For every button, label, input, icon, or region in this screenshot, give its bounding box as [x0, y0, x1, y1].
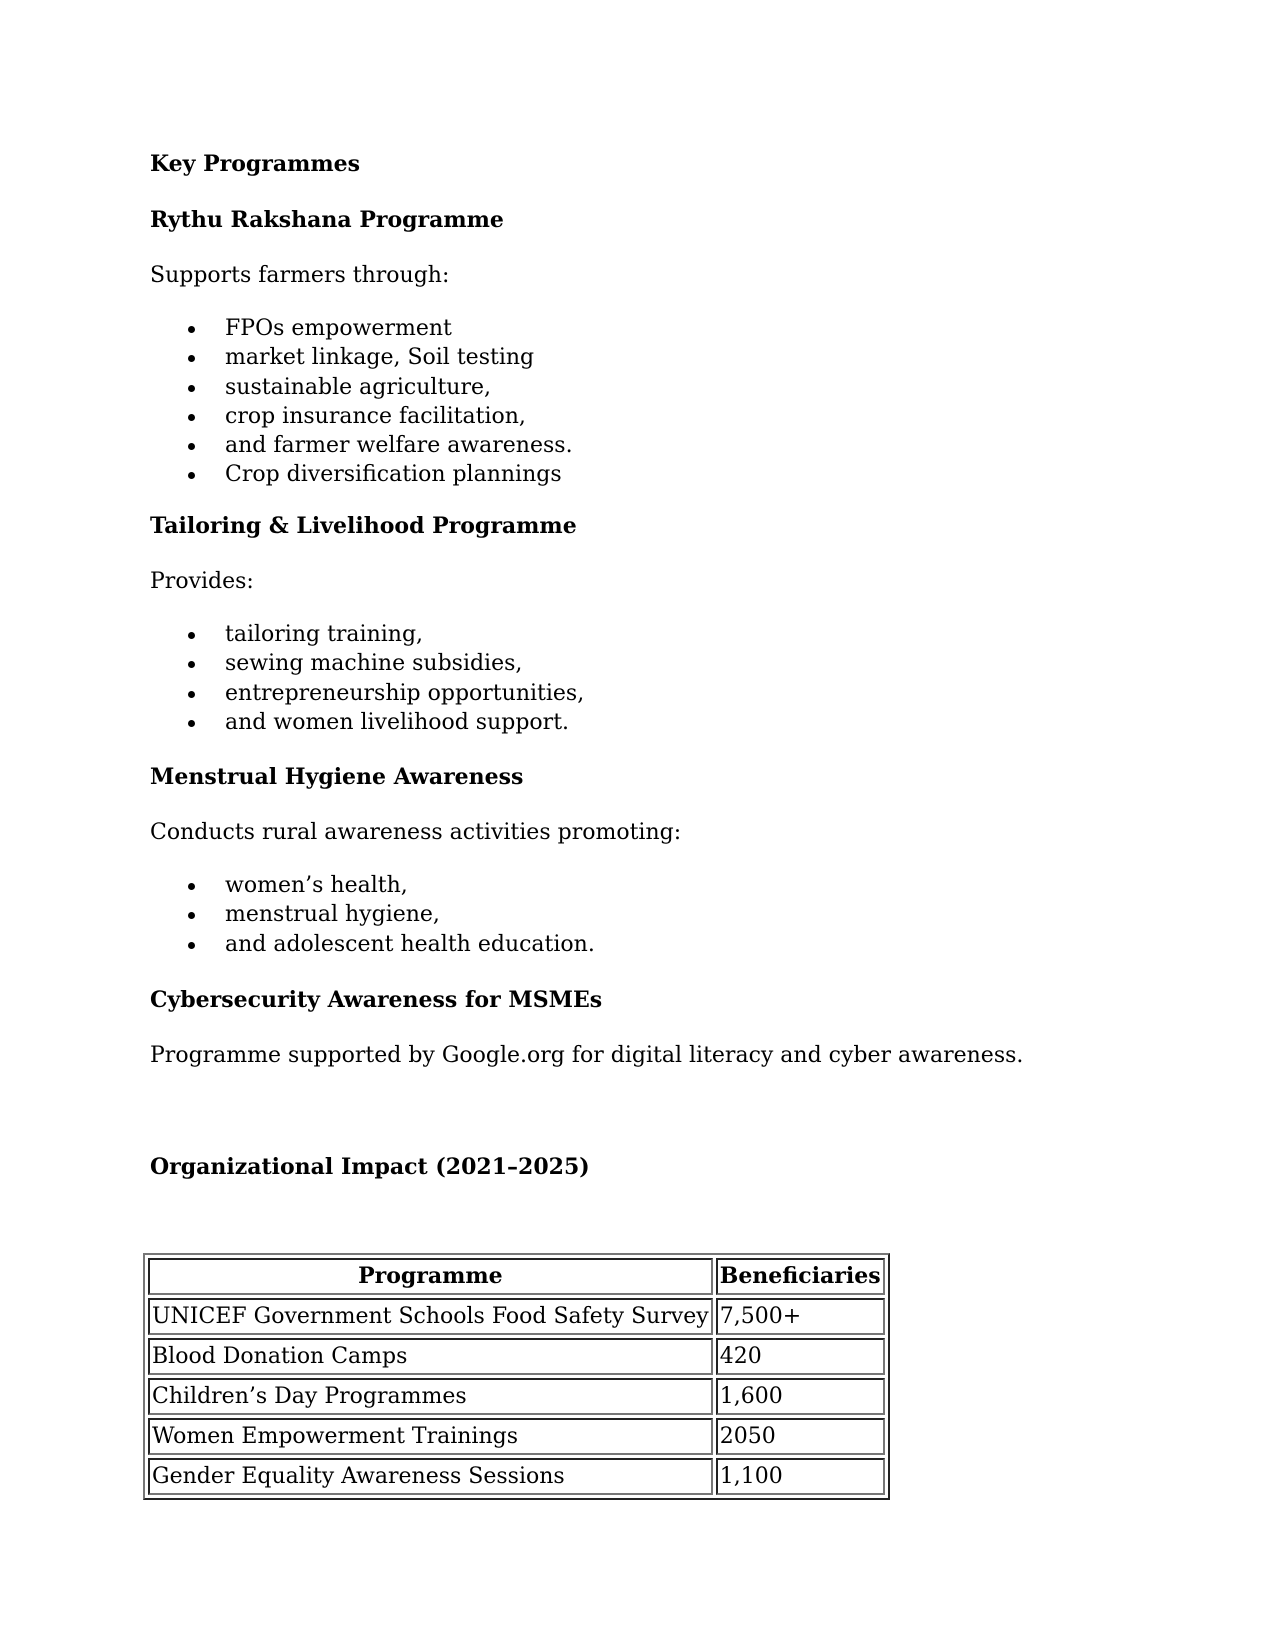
list-item: crop insurance facilitation,: [150, 402, 573, 431]
programme-cell: Gender Equality Awareness Sessions: [148, 1458, 713, 1495]
impact-table: [143, 1253, 890, 1500]
table-header-row: [148, 1258, 885, 1295]
bullet-icon: [188, 942, 195, 949]
table-row: [148, 1458, 885, 1495]
list-item: sewing machine subsidies,: [150, 649, 584, 678]
tailoring-intro: Provides:: [150, 569, 254, 594]
bullet-icon: [188, 661, 195, 668]
list-item: women’s health,: [150, 871, 595, 900]
list-item: market linkage, Soil testing: [150, 343, 573, 372]
beneficiaries-cell: 1,100: [716, 1458, 885, 1495]
programme-cell: Women Empowerment Trainings: [148, 1418, 713, 1455]
list-item: and farmer welfare awareness.: [150, 431, 573, 460]
beneficiaries-cell: 7,500+: [716, 1298, 885, 1335]
rythu-rakshana-heading: Rythu Rakshana Programme: [150, 207, 504, 233]
list-item: sustainable agriculture,: [150, 373, 573, 402]
table-row: [148, 1338, 885, 1375]
menstrual-hygiene-heading: Menstrual Hygiene Awareness: [150, 764, 524, 790]
column-header-programme: Programme: [148, 1258, 713, 1295]
table-row: [148, 1418, 885, 1455]
bullet-icon: [188, 355, 195, 362]
column-header-beneficiaries: Beneficiaries: [716, 1258, 885, 1295]
bullet-icon: [188, 472, 195, 479]
beneficiaries-cell: 1,600: [716, 1378, 885, 1415]
list-item: and women livelihood support.: [150, 708, 584, 737]
bullet-icon: [188, 720, 195, 727]
bullet-icon: [188, 883, 195, 890]
impact-heading: Organizational Impact (2021–2025): [150, 1154, 590, 1180]
key-programmes-heading: Key Programmes: [150, 151, 361, 177]
bullet-icon: [188, 691, 195, 698]
bullet-icon: [188, 326, 195, 333]
list-item: Crop diversification plannings: [150, 460, 573, 489]
bullet-icon: [188, 632, 195, 639]
bullet-icon: [188, 385, 195, 392]
programme-cell: Children’s Day Programmes: [148, 1378, 713, 1415]
table-row: [148, 1298, 885, 1335]
list-item: entrepreneurship opportunities,: [150, 679, 584, 708]
cybersecurity-text: Programme supported by Google.org for digital literacy and cyber awareness.: [150, 1043, 1024, 1068]
rythu-bullet-list: [150, 314, 573, 490]
list-item: tailoring training,: [150, 620, 584, 649]
tailoring-heading: Tailoring & Livelihood Programme: [150, 513, 577, 539]
list-item: FPOs empowerment: [150, 314, 573, 343]
list-item: menstrual hygiene,: [150, 900, 595, 929]
list-item: and adolescent health education.: [150, 930, 595, 959]
rythu-intro: Supports farmers through:: [150, 263, 450, 288]
cybersecurity-heading: Cybersecurity Awareness for MSMEs: [150, 987, 603, 1013]
tailoring-bullet-list: [150, 620, 584, 737]
beneficiaries-cell: 420: [716, 1338, 885, 1375]
bullet-icon: [188, 414, 195, 421]
bullet-icon: [188, 443, 195, 450]
table-row: [148, 1378, 885, 1415]
bullet-icon: [188, 912, 195, 919]
beneficiaries-cell: 2050: [716, 1418, 885, 1455]
menstrual-bullet-list: [150, 871, 595, 959]
programme-cell: Blood Donation Camps: [148, 1338, 713, 1375]
menstrual-intro: Conducts rural awareness activities promoting:: [150, 820, 682, 845]
programme-cell: UNICEF Government Schools Food Safety Survey: [148, 1298, 713, 1335]
